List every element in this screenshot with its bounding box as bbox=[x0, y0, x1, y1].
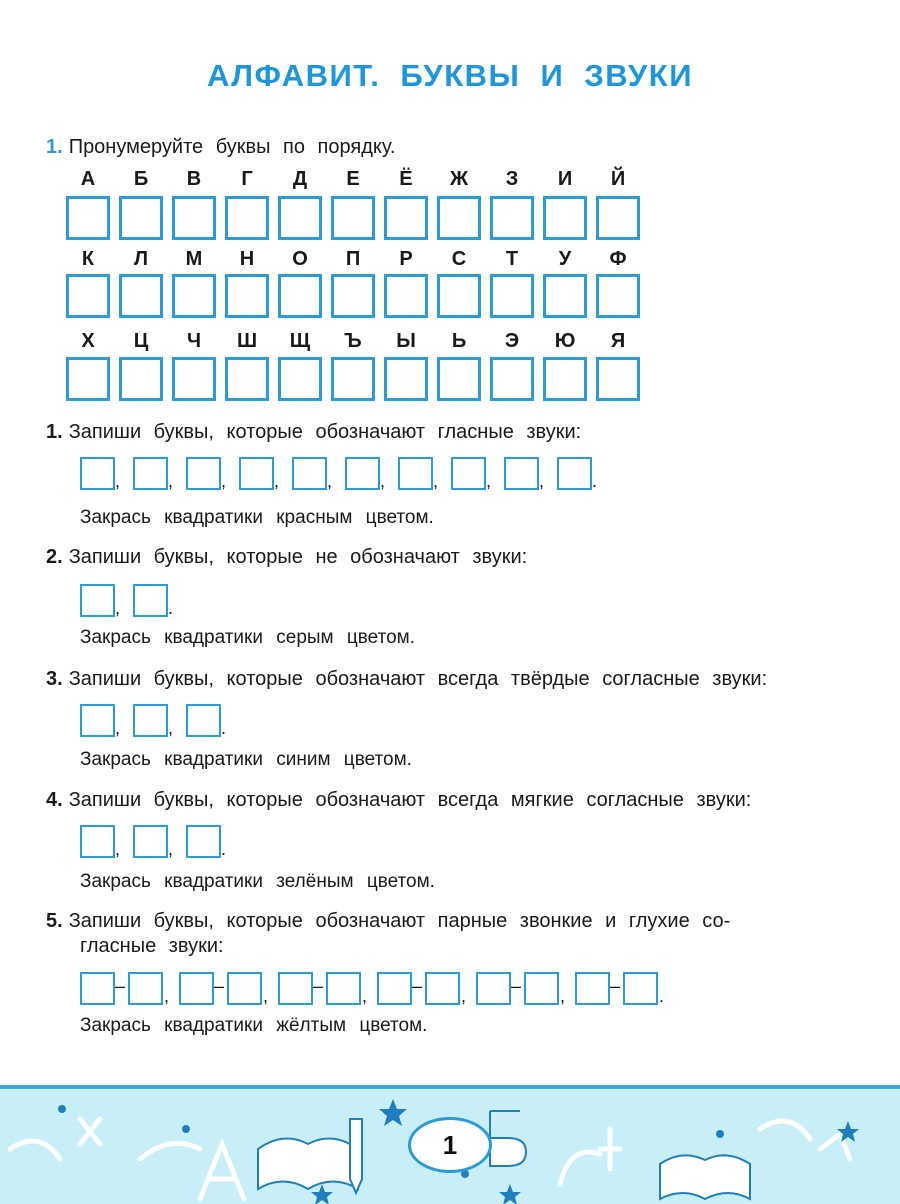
alphabet-letter: Ю bbox=[554, 330, 576, 352]
number-input-box[interactable] bbox=[172, 357, 216, 401]
number-input-box[interactable] bbox=[543, 357, 587, 401]
alphabet-letter: С bbox=[451, 248, 467, 270]
comma-separator: , bbox=[560, 986, 566, 1006]
curve-doodle-icon bbox=[140, 1143, 200, 1159]
answer-box-voiceless[interactable] bbox=[425, 972, 460, 1005]
alphabet-letter: Ъ bbox=[344, 330, 362, 352]
comma-separator: , bbox=[221, 471, 227, 491]
number-input-box[interactable] bbox=[384, 357, 428, 401]
number-input-box[interactable] bbox=[437, 274, 481, 318]
star-icon bbox=[379, 1099, 407, 1126]
pair-dash: – bbox=[511, 976, 522, 996]
task-4 bbox=[46, 789, 751, 812]
letter-a-doodle-icon bbox=[200, 1144, 244, 1199]
task-2-text: Запиши буквы, которые не обозначают звуки: bbox=[68, 546, 528, 568]
dot-icon bbox=[182, 1125, 190, 1133]
number-input-box[interactable] bbox=[66, 357, 110, 401]
number-input-box[interactable] bbox=[331, 357, 375, 401]
task-5-instruction: Закрась квадратики жёлтым цветом. bbox=[80, 1015, 428, 1036]
period-separator: . bbox=[221, 718, 227, 738]
number-input-box[interactable] bbox=[543, 274, 587, 318]
answer-box-voiced[interactable] bbox=[179, 972, 214, 1005]
alphabet-letter: Х bbox=[81, 330, 95, 352]
open-book-icon bbox=[258, 1139, 358, 1189]
task-2-number: 2. bbox=[46, 546, 63, 568]
question-doodle-icon bbox=[560, 1152, 600, 1184]
answer-box[interactable] bbox=[133, 584, 168, 617]
alphabet-letter: У bbox=[558, 248, 572, 270]
alphabet-letter: Г bbox=[241, 168, 253, 190]
number-input-box[interactable] bbox=[172, 196, 216, 240]
task-5-line2: гласные звуки: bbox=[80, 935, 224, 957]
answer-box[interactable] bbox=[133, 825, 168, 858]
answer-box-voiceless[interactable] bbox=[128, 972, 163, 1005]
number-input-box[interactable] bbox=[384, 274, 428, 318]
answer-box[interactable] bbox=[133, 704, 168, 737]
answer-box[interactable] bbox=[345, 457, 380, 490]
period-separator: . bbox=[592, 471, 598, 491]
task-4-instruction: Закрась квадратики зелёным цветом. bbox=[80, 871, 435, 892]
alphabet-letter: Н bbox=[239, 248, 255, 270]
number-input-box[interactable] bbox=[119, 357, 163, 401]
answer-box[interactable] bbox=[398, 457, 433, 490]
period-separator: . bbox=[221, 839, 227, 859]
number-input-box[interactable] bbox=[278, 196, 322, 240]
number-input-box[interactable] bbox=[384, 196, 428, 240]
task-3-text: Запиши буквы, которые обозначают всегда твёрдые согласные звуки: bbox=[68, 668, 768, 690]
alphabet-letter: М bbox=[185, 248, 203, 270]
alphabet-letter: Ф bbox=[609, 248, 627, 270]
alphabet-letter: Я bbox=[610, 330, 626, 352]
number-input-box[interactable] bbox=[543, 196, 587, 240]
comma-separator: , bbox=[461, 986, 467, 1006]
number-input-box[interactable] bbox=[596, 274, 640, 318]
task-intro bbox=[46, 136, 395, 159]
number-input-box[interactable] bbox=[225, 357, 269, 401]
alphabet-letter: В bbox=[186, 168, 202, 190]
answer-box[interactable] bbox=[80, 825, 115, 858]
number-input-box[interactable] bbox=[331, 274, 375, 318]
period-separator: . bbox=[659, 986, 665, 1006]
period-separator: . bbox=[168, 598, 174, 618]
alphabet-letter: Ц bbox=[133, 330, 149, 352]
task-3-number: 3. bbox=[46, 668, 63, 690]
comma-separator: , bbox=[327, 471, 333, 491]
page-footer bbox=[0, 1085, 900, 1204]
curve-doodle-icon bbox=[760, 1121, 810, 1139]
answer-box[interactable] bbox=[186, 704, 221, 737]
alphabet-letter: Э bbox=[504, 330, 520, 352]
dot-icon bbox=[58, 1105, 66, 1113]
alphabet-letter: Ш bbox=[236, 330, 258, 352]
task-5-number: 5. bbox=[46, 910, 63, 932]
task-5 bbox=[46, 910, 730, 933]
pair-dash: – bbox=[115, 976, 126, 996]
pair-dash: – bbox=[214, 976, 225, 996]
page-number: 1 bbox=[408, 1117, 492, 1173]
curve-doodle-icon bbox=[10, 1141, 60, 1159]
comma-separator: , bbox=[164, 986, 170, 1006]
alphabet-letter: Ч bbox=[186, 330, 202, 352]
alphabet-letter: И bbox=[557, 168, 573, 190]
alphabet-letter: Ы bbox=[396, 330, 416, 352]
task-1-number: 1. bbox=[46, 421, 63, 443]
alphabet-letter: Й bbox=[610, 168, 626, 190]
alphabet-letter: Б bbox=[133, 168, 149, 190]
comma-separator: , bbox=[115, 471, 121, 491]
number-input-box[interactable] bbox=[278, 357, 322, 401]
task-1 bbox=[46, 421, 581, 444]
number-input-box[interactable] bbox=[66, 274, 110, 318]
comma-separator: , bbox=[274, 471, 280, 491]
alphabet-letter: П bbox=[345, 248, 361, 270]
number-input-box[interactable] bbox=[596, 357, 640, 401]
answer-box-voiceless[interactable] bbox=[227, 972, 262, 1005]
number-input-box[interactable] bbox=[490, 357, 534, 401]
comma-separator: , bbox=[380, 471, 386, 491]
number-input-box[interactable] bbox=[278, 274, 322, 318]
alphabet-letter: А bbox=[80, 168, 96, 190]
answer-box-voiceless[interactable] bbox=[623, 972, 658, 1005]
alphabet-letter: Ь bbox=[451, 330, 467, 352]
task-4-number: 4. bbox=[46, 789, 63, 811]
answer-box[interactable] bbox=[80, 584, 115, 617]
number-input-box[interactable] bbox=[596, 196, 640, 240]
alphabet-letter: Т bbox=[505, 248, 519, 270]
number-input-box[interactable] bbox=[490, 274, 534, 318]
task-4-text: Запиши буквы, которые обозначают всегда мягкие согласные звуки: bbox=[68, 789, 752, 811]
answer-box-voiced[interactable] bbox=[278, 972, 313, 1005]
answer-box[interactable] bbox=[239, 457, 274, 490]
answer-box[interactable] bbox=[504, 457, 539, 490]
comma-separator: , bbox=[362, 986, 368, 1006]
pair-dash: – bbox=[412, 976, 423, 996]
answer-box-voiceless[interactable] bbox=[326, 972, 361, 1005]
comma-separator: , bbox=[433, 471, 439, 491]
task-3-instruction: Закрась квадратики синим цветом. bbox=[80, 749, 412, 770]
number-input-box[interactable] bbox=[490, 196, 534, 240]
comma-separator: , bbox=[263, 986, 269, 1006]
task-intro-number: 1. bbox=[46, 136, 63, 158]
comma-separator: , bbox=[168, 839, 174, 859]
task-1-text: Запиши буквы, которые обозначают гласные звуки: bbox=[68, 421, 582, 443]
comma-separator: , bbox=[115, 839, 121, 859]
answer-box[interactable] bbox=[80, 704, 115, 737]
alphabet-letter: К bbox=[81, 248, 95, 270]
alphabet-letter: Е bbox=[346, 168, 360, 190]
number-input-box[interactable] bbox=[437, 196, 481, 240]
answer-box-voiceless[interactable] bbox=[524, 972, 559, 1005]
number-input-box[interactable] bbox=[119, 196, 163, 240]
answer-box[interactable] bbox=[80, 457, 115, 490]
task-2 bbox=[46, 546, 527, 569]
number-input-box[interactable] bbox=[437, 357, 481, 401]
number-input-box[interactable] bbox=[331, 196, 375, 240]
alphabet-letter: Щ bbox=[289, 330, 311, 352]
answer-box[interactable] bbox=[292, 457, 327, 490]
number-input-box[interactable] bbox=[225, 274, 269, 318]
task-1-instruction: Закрась квадратики красным цветом. bbox=[80, 507, 434, 528]
pair-dash: – bbox=[610, 976, 621, 996]
star-icon bbox=[311, 1184, 333, 1204]
task-intro-text: Пронумеруйте буквы по порядку. bbox=[68, 136, 396, 158]
dot-icon bbox=[716, 1130, 724, 1138]
comma-separator: , bbox=[539, 471, 545, 491]
alphabet-letter: З bbox=[505, 168, 519, 190]
open-book-icon bbox=[660, 1155, 750, 1199]
alphabet-letter: Ё bbox=[399, 168, 413, 190]
number-input-box[interactable] bbox=[225, 196, 269, 240]
answer-box-voiced[interactable] bbox=[377, 972, 412, 1005]
star-icon bbox=[499, 1184, 521, 1204]
answer-box-voiced[interactable] bbox=[80, 972, 115, 1005]
number-input-box[interactable] bbox=[66, 196, 110, 240]
cross-icon bbox=[80, 1119, 100, 1144]
answer-box[interactable] bbox=[133, 457, 168, 490]
pencil-icon bbox=[350, 1119, 362, 1193]
answer-box-voiced[interactable] bbox=[476, 972, 511, 1005]
number-input-box[interactable] bbox=[119, 274, 163, 318]
answer-box[interactable] bbox=[186, 825, 221, 858]
alphabet-letter: О bbox=[292, 248, 308, 270]
comma-separator: , bbox=[115, 718, 121, 738]
page-title: АЛФАВИТ. БУКВЫ И ЗВУКИ bbox=[207, 58, 693, 93]
alphabet-letter: Ж bbox=[449, 168, 469, 190]
letter-b-icon bbox=[490, 1111, 526, 1166]
alphabet-letter: Д bbox=[292, 168, 308, 190]
task-5-text-line1: Запиши буквы, которые обозначают парные звонкие и глухие со- bbox=[68, 910, 731, 932]
pair-dash: – bbox=[313, 976, 324, 996]
comma-separator: , bbox=[115, 598, 121, 618]
answer-box-voiced[interactable] bbox=[575, 972, 610, 1005]
answer-box[interactable] bbox=[451, 457, 486, 490]
plus-icon bbox=[600, 1129, 620, 1169]
answer-box[interactable] bbox=[557, 457, 592, 490]
comma-separator: , bbox=[168, 471, 174, 491]
comma-separator: , bbox=[486, 471, 492, 491]
number-input-box[interactable] bbox=[172, 274, 216, 318]
alphabet-letter: Л bbox=[133, 248, 149, 270]
alphabet-letter: Р bbox=[399, 248, 413, 270]
task-3 bbox=[46, 668, 767, 691]
comma-separator: , bbox=[168, 718, 174, 738]
task-2-instruction: Закрась квадратики серым цветом. bbox=[80, 627, 415, 648]
answer-box[interactable] bbox=[186, 457, 221, 490]
